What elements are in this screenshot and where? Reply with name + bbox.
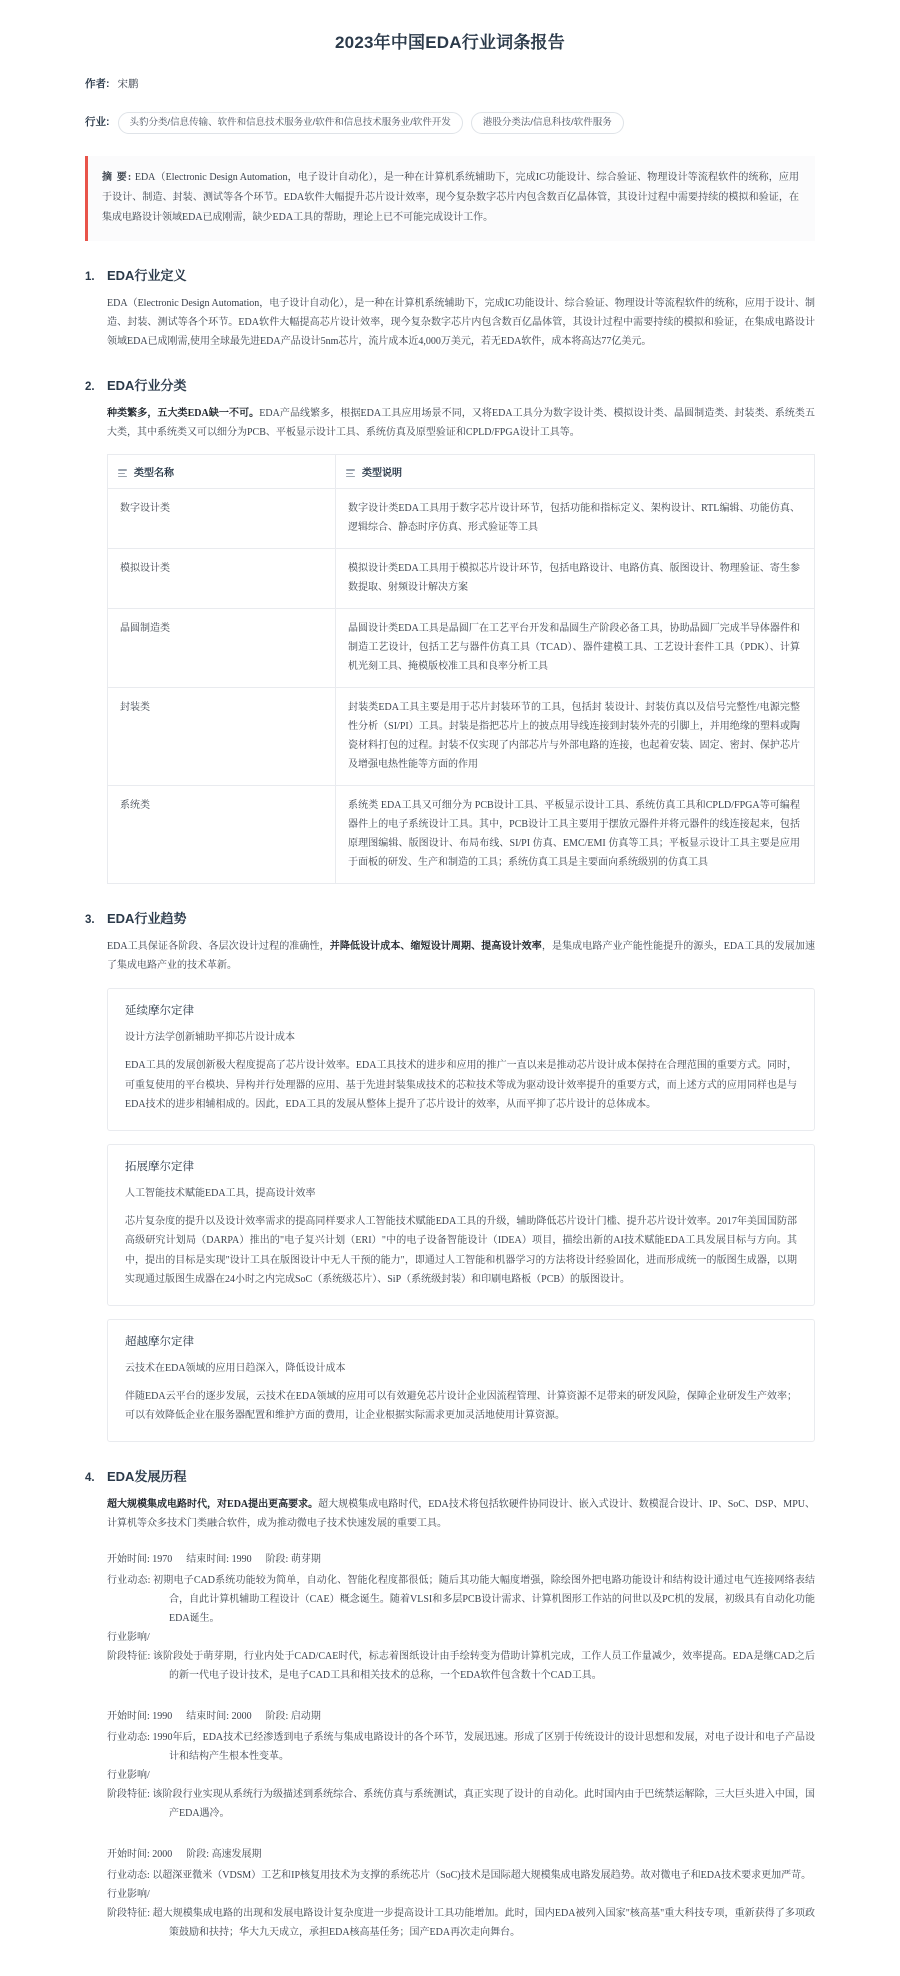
trend-card-title: 延续摩尔定律 <box>125 1005 194 1017</box>
table-row <box>108 489 815 549</box>
abstract-box <box>85 156 815 241</box>
phase-impact <box>107 1885 815 1904</box>
phase-times <box>107 1550 815 1569</box>
impact-label: 行业影响/ <box>107 1631 150 1643</box>
section-body <box>85 1495 815 1942</box>
author-label: 作者: <box>85 78 110 90</box>
section-trends <box>85 908 815 1442</box>
paragraph <box>107 937 815 975</box>
table-row <box>108 609 815 688</box>
industry-tag[interactable]: 头豹分类/信息传输、软件和信息技术服务业/软件和信息技术服务业/软件开发 <box>118 112 463 134</box>
history-phase <box>107 1707 815 1823</box>
dynamics-label: 行业动态: <box>107 1731 150 1743</box>
cell-type-desc: 系统类 EDA工具又可细分为 PCB设计工具、平板显示设计工具、系统仿真工具和CPLD/FPGA等可编程器件上的电子系统设计工具。其中，PCB设计工具主要用于摆放元器件并将元器件的线连接起来，包括原理图编辑、版图设计、布局布线、SI/PI 仿真、EMC/EMI 仿真等工具；平板显示设计工具主要是应用于面板的研发、生产和制造的工具；系统仿真工具是主要面向系统级别的仿真工具 <box>348 800 800 868</box>
cell-type-name: 模拟设计类 <box>108 549 336 609</box>
report-page <box>0 28 900 1976</box>
start-time-label: 开始时间: <box>107 1710 150 1722</box>
stage-value: 萌芽期 <box>290 1553 321 1565</box>
section-number: 3. <box>85 914 95 926</box>
section-number: 4. <box>85 1471 95 1484</box>
cell-type-name: 系统类 <box>108 786 336 884</box>
trend-card-title: 超越摩尔定律 <box>125 1335 194 1348</box>
trend-card-body: EDA工具的发展创新极大程度提高了芯片设计效率。EDA工具技术的进步和应用的推广一直以来是推动芯片设计成本保持在合理范围的重要方式。同时，可重复使用的平台模块、异构并行处理器的应用、基于先进封装集成技术的芯粒技术等成为驱动设计效率提升的重要方式，而上述方式的应用同样也是与EDA技术的进步相辅相成的。因此，EDA工具的发展从整体上提升了芯片设计的效率，从而平抑了芯片设计的总体成本。 <box>125 1060 797 1110</box>
section-heading <box>85 908 815 927</box>
paragraph: EDA（Electronic Design Automation，电子设计自动化），是一种在计算机系统辅助下，完成IC功能设计、综合验证、物理设计等流程软件的统称，应用于设计、制造、封装、测试等各个环节。EDA软件大幅提高芯片设计效率，现今复杂数字芯片内包含数百亿晶体管，其设计过程中需要持续的模拟和验证，在集成电路设计领域EDA已成刚需,使用全球最先进EDA产品设计5nm芯片，流片成本近4,000万美元，若无EDA软件，成本将高达77亿美元。 <box>107 298 815 347</box>
end-time-label: 结束时间: <box>186 1553 230 1565</box>
section-heading <box>85 375 815 394</box>
history-phase <box>107 1550 815 1685</box>
paragraph-part-b: ，是集成电路产业产能性能提升的源头，EDA工具的发展加速了集成电路产业的技术革新。 <box>107 941 815 971</box>
section-title: EDA发展历程 <box>107 1468 187 1484</box>
paragraph-part-a: EDA工具保证各阶段、各层次设计过程的准确性， <box>107 941 330 952</box>
paragraph <box>107 404 815 442</box>
phase-times <box>107 1707 815 1726</box>
phase-dynamics <box>107 1728 815 1766</box>
section-heading <box>85 1466 815 1485</box>
feature-label: 阶段特征: <box>107 1788 150 1800</box>
start-time-value: 1990 <box>152 1710 173 1722</box>
stage-label: 阶段: <box>265 1710 289 1722</box>
dynamics-value: 1990年后，EDA技术已经渗透到电子系统与集成电路设计的各个环节，发展迅速。形成了区别于传统设计的设计思想和发展，对电子设计和电子产品设计和结构产生根本性变革。 <box>152 1731 816 1762</box>
trend-card-subtitle: 云技术在EDA领域的应用日趋深入，降低设计成本 <box>125 1362 346 1374</box>
table-row <box>108 786 815 884</box>
list-icon <box>346 469 355 477</box>
start-time-value: 1970 <box>152 1553 173 1565</box>
phase-dynamics <box>107 1571 815 1628</box>
trend-card <box>107 988 815 1131</box>
dynamics-label: 行业动态: <box>107 1869 150 1881</box>
trend-card <box>107 1319 815 1442</box>
paragraph-rest: 超大规模集成电路时代，EDA技术将包括软硬件协同设计、嵌入式设计、数模混合设计、IP、SoC、DSP、MPU、计算机等众多技术门类融合软件，成为推动微电子技术快速发展的重要工具。 <box>107 1498 815 1529</box>
stage-value: 高速发展期 <box>211 1848 262 1860</box>
cell-type-desc: 模拟设计类EDA工具用于模拟芯片设计环节，包括电路设计、电路仿真、版图设计、物理验证、寄生参数提取、射频设计解决方案 <box>336 549 815 609</box>
stage-label: 阶段: <box>186 1848 210 1860</box>
paragraph-emphasis: 并降低设计成本、缩短设计周期、提高设计效率 <box>329 941 542 952</box>
section-history <box>85 1466 815 1942</box>
trend-card-subtitle: 设计方法学创新辅助平抑芯片设计成本 <box>125 1032 295 1043</box>
abstract-label: 摘 要: <box>102 172 133 183</box>
impact-label: 行业影响/ <box>107 1888 150 1900</box>
paragraph-rest: EDA产品线繁多，根据EDA工具应用场景不同，又将EDA工具分为数字设计类、模拟设计类、晶圆制造类、封装类、系统类五大类，其中系统类又可以细分为PCB、平板显示设计工具、系统仿真及原型验证和CPLD/FPGA设计工具等。 <box>107 408 815 438</box>
end-time-label: 结束时间: <box>186 1710 230 1722</box>
page-title: 2023年中国EDA行业词条报告 <box>335 33 565 52</box>
trend-card <box>107 1144 815 1306</box>
section-title: EDA行业趋势 <box>107 911 187 926</box>
table-row <box>108 549 815 609</box>
column-label: 类型名称 <box>134 468 174 479</box>
history-timeline <box>107 1550 815 1942</box>
cell-type-desc: 晶圆设计类EDA工具是晶圆厂在工艺平台开发和晶圆生产阶段必备工具，协助晶圆厂完成半导体器件和制造工艺设计，包括工艺与器件仿真工具（TCAD）、器件建模工具、工艺设计套件工具（PDK）、计算机光刻工具、掩模版校准工具和良率分析工具 <box>336 609 815 688</box>
trend-card-title: 拓展摩尔定律 <box>125 1160 194 1173</box>
start-time-value: 2000 <box>152 1848 173 1860</box>
phase-dynamics <box>107 1866 815 1885</box>
author-row <box>0 74 900 94</box>
classification-table <box>107 454 815 884</box>
trend-card-body: 伴随EDA云平台的逐步发展，云技术在EDA领域的应用可以有效避免芯片设计企业因流程管理、计算资源不足带来的研发风险，保障企业研发生产效率；可以有效降低企业在服务器配置和维护方面的费用，让企业根据实际需求更加灵活地使用计算资源。 <box>125 1390 797 1421</box>
table-row <box>108 688 815 786</box>
phase-feature <box>107 1785 815 1823</box>
author-value: 宋鹏 <box>117 78 139 90</box>
table-header-row <box>108 455 815 489</box>
start-time-label: 开始时间: <box>107 1848 150 1860</box>
section-number: 2. <box>85 381 95 393</box>
section-title: EDA行业分类 <box>107 378 187 393</box>
section-classification <box>85 375 815 884</box>
industry-label: 行业: <box>85 116 110 128</box>
feature-label: 阶段特征: <box>107 1650 151 1662</box>
abstract-text: EDA（Electronic Design Automation，电子设计自动化），是一种在计算机系统辅助下，完成IC功能设计、综合验证、物理设计等流程软件的统称，应用于设计、制造、封装、测试等各个环节。EDA软件大幅提升芯片设计效率，现今复杂数字芯片内包含数百亿晶体管，其设计过程中需要持续的模拟和验证，在集成电路设计领域EDA已成刚需，缺少EDA工具的帮助，理论上已不可能完成设计工作。 <box>102 172 799 223</box>
cell-type-desc: 数字设计类EDA工具用于数字芯片设计环节，包括功能和指标定义、架构设计、RTL编辑、功能仿真、逻辑综合、静态时序仿真、形式验证等工具 <box>336 489 815 549</box>
section-definition <box>85 265 815 351</box>
phase-times <box>107 1845 815 1864</box>
industry-tag[interactable]: 港股分类法/信息科技/软件服务 <box>471 112 624 134</box>
list-icon <box>118 469 127 477</box>
cell-type-desc: 封装类EDA工具主要是用于芯片封装环节的工具，包括封 装设计、封装仿真以及信号完整性/电源完整性分析（SI/PI）工具。封装是指把芯片上的披点用导线连接到封装外壳的引脚上，并用绝缘的塑料或陶瓷材料打包的过程。封装不仅实现了内部芯片与外部电路的连接，也起着安装、固定、密封、保护芯片及增强电热性能等方面的作用 <box>336 688 815 786</box>
phase-feature <box>107 1647 815 1685</box>
section-title: EDA行业定义 <box>107 268 187 283</box>
paragraph-lead: 种类繁多，五大类EDA缺一不可。 <box>107 408 260 419</box>
section-body <box>85 404 815 884</box>
start-time-label: 开始时间: <box>107 1553 150 1565</box>
phase-impact <box>107 1628 815 1647</box>
section-number: 1. <box>85 271 95 283</box>
table-column-header-name[interactable] <box>108 455 336 489</box>
dynamics-value: 以超深亚微米（VDSM）工艺和IP核复用技术为支撑的系统芯片（SoC)技术是国际超大规模集成电路发展趋势。故对微电子和EDA技术要求更加严苛。 <box>152 1869 812 1881</box>
paragraph-lead: 超大规模集成电路时代，对EDA提出更高要求。 <box>107 1498 319 1510</box>
industry-row <box>0 112 900 134</box>
cell-type-name: 数字设计类 <box>108 489 336 549</box>
dynamics-label: 行业动态: <box>107 1574 151 1586</box>
section-heading <box>85 265 815 284</box>
history-phase <box>107 1845 815 1942</box>
stage-value: 启动期 <box>290 1710 321 1722</box>
paragraph <box>107 1495 815 1533</box>
trend-card-subtitle: 人工智能技术赋能EDA工具，提高设计效率 <box>125 1187 316 1199</box>
feature-value: 该阶段行业实现从系统行为级描述到系统综合、系统仿真与系统测试，真正实现了设计的自动化。此时国内由于巴统禁运解除，三大巨头进入中国，国产EDA遇冷。 <box>152 1788 816 1819</box>
impact-label: 行业影响/ <box>107 1769 150 1781</box>
feature-label: 阶段特征: <box>107 1907 151 1919</box>
feature-value: 超大规模集成电路的出现和发展电路设计复杂度进一步提高设计工具功能增加。此时，国内EDA被列入国家"核高基"重大科技专项，重新获得了多项政策鼓励和扶持；华大九天成立，承担EDA核高基任务；国产EDA再次走向舞台。 <box>152 1907 816 1938</box>
cell-type-name: 晶圆制造类 <box>108 609 336 688</box>
stage-label: 阶段: <box>265 1553 289 1565</box>
dynamics-value: 初期电子CAD系统功能较为简单，自动化、智能化程度都很低；随后其功能大幅度增强，除绘图外把电路功能设计和结构设计通过电气连接网络表结合，自此计算机辅助工程设计（CAE）概念诞生。随着VLSI和多层PCB设计需求、计算机图形工作站的问世以及PC机的发展，初级具有自动化功能EDA诞生。 <box>153 1574 815 1624</box>
feature-value: 该阶段处于萌芽期，行业内处于CAD/CAE时代，标志着图纸设计由手绘转变为借助计算机完成，工作人员工作量减少，效率提高。EDA是继CAD之后的新一代电子设计技术，是电子CAD工具和相关技术的总称，一个EDA软件包含数十个CAD工具。 <box>152 1650 816 1681</box>
section-body <box>85 294 815 351</box>
phase-impact <box>107 1766 815 1785</box>
industry-tag-list <box>118 112 624 134</box>
end-time-value: 2000 <box>231 1710 252 1722</box>
section-body <box>85 937 815 1442</box>
column-label: 类型说明 <box>362 468 403 479</box>
phase-feature <box>107 1904 815 1942</box>
trend-card-body: 芯片复杂度的提升以及设计效率需求的提高同样要求人工智能技术赋能EDA工具的升级，辅助降低芯片设计门槛、提升芯片设计效率。2017年美国国防部高级研究计划局（DARPA）推出的"电子复兴计划（ERI）"中的电子设备智能设计（IDEA）项目，描绘出新的AI技术赋能EDA工具发展目标与方向。其中，提出的目标是实现"设计工具在版图设计中无人干预的能力"，即通过人工智能和机器学习的方法将设计经验固化，进而形成统一的版图生成器，以期实现通过版图生成器在24小时之内完成SoC（系统级芯片）、SiP（系统级封装）和印刷电路板（PCB）的版图设计。 <box>125 1215 797 1285</box>
cell-type-name: 封装类 <box>108 688 336 786</box>
end-time-value: 1990 <box>231 1553 252 1565</box>
table-column-header-desc[interactable] <box>336 455 815 489</box>
